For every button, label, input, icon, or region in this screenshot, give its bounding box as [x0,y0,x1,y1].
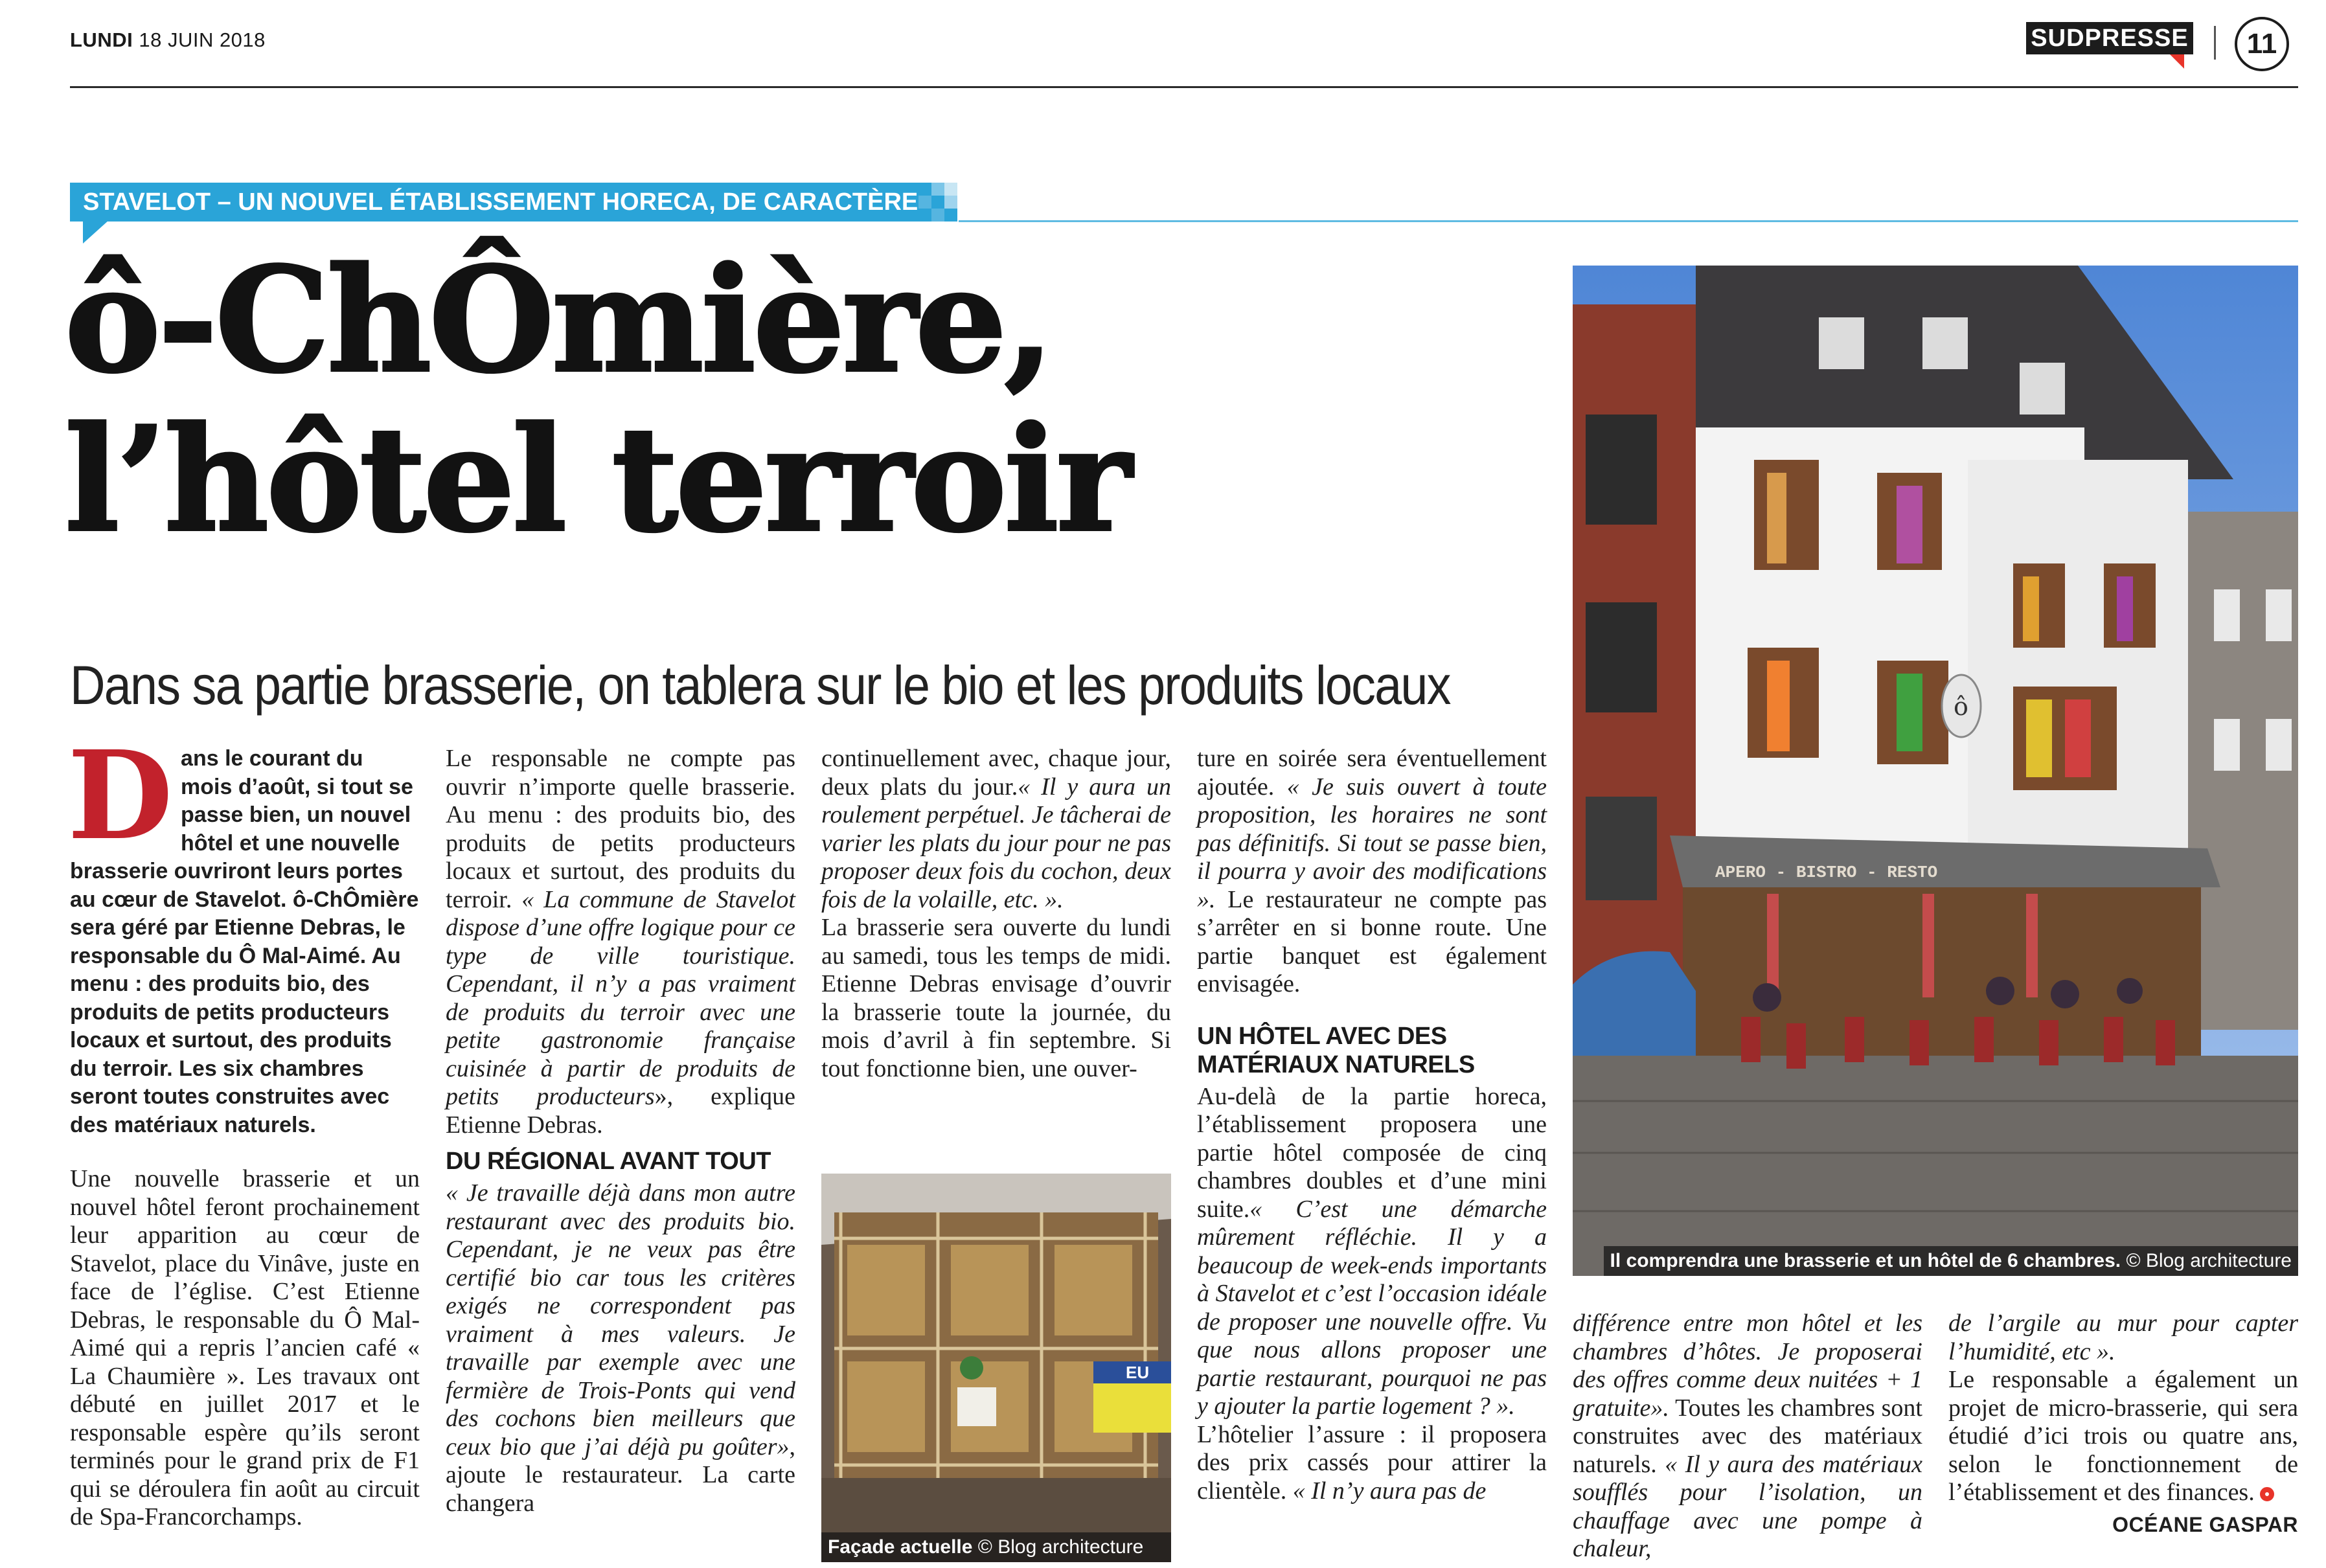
kicker-band [70,183,918,222]
column-1 [67,724,420,1532]
photo-caption-small [821,1532,1171,1562]
column-3 [821,745,1171,1083]
sign-letter: ô [1954,692,1968,721]
headline-line-1: ô-ChÔmière, [65,236,1052,405]
lead-paragraph [67,724,420,1139]
header-rule [70,86,2298,88]
body-paragraph-3 [446,1179,795,1517]
section-heading-regional: DU RÉGIONAL AVANT TOUT [446,1148,771,1175]
text-run: ture en soirée sera éventuellement ajoutée. [1197,745,1547,801]
body-paragraph-2 [446,745,795,1139]
kicker-rule [959,220,2298,222]
caption-credit: © Blog architecture [977,1536,1144,1558]
quote-run: « Je travaille déjà dans mon autre restaurant avec des produits bio. Cependant, je ne veux pas être certifié bio car tous les critères exigés ne correspondent pas vraiment à mes valeurs. Je travaille par exemple avec une fermière de Trois-Ponts qui vend des cochons bien meilleurs que ceux bio que j’ai déjà pu goûter» [446,1179,795,1460]
body-paragraph-8 [1197,1421,1547,1506]
logo-corner-mark [2170,54,2184,69]
column-6 [1948,1310,2298,1539]
body-paragraph-11 [1948,1366,2298,1507]
text-run: Le responsable a également un projet de micro-brasserie, qui sera étudié d’ici trois ou quatre ans, selon le fonctionnement de l’établissement et des finances. [1948,1366,2298,1506]
photo-current-facade [821,1174,1171,1562]
body-paragraph-4 [821,745,1171,914]
subheadline: Dans sa partie brasserie, on tablera sur le bio et les produits locaux [70,655,1450,716]
quote-run: « La commune de Stavelot dispose d’une offre logique pour ce type de ville touristique. Cependant, il n’y a pas vraiment de produits du terroir avec une petite gastronomie française cuisinée à partir de produits de petits producteurs [446,885,795,1110]
quote-run: « Il y aura un roulement perpétuel. Je tâcherai de varier les plats du jour pour ne pas proposer deux fois du cochon, deux fois de la volaille, etc. ». [821,773,1171,913]
quote-run: « Je suis ouvert à toute proposition, les horaires ne sont pas définitifs. Si tout se passe bien, il pourra y avoir des modifications ». [1197,773,1547,913]
headline [65,236,1130,564]
edition-day: LUNDI [70,28,133,51]
logo-text: SUDPRESSE [2031,25,2189,52]
site-banner-text: EU [1126,1363,1150,1382]
quote-run: différence entre mon hôtel et les chambres d’hôtes. Je proposerai des offres comme deux nuitées + 1 gratuite». [1573,1310,1922,1422]
headline-line-2: l’hôtel terroir [65,396,1130,564]
caption-title: Façade actuelle [828,1536,973,1558]
text-run: », explique Etienne Debras. [446,1083,795,1139]
caption-credit: © Blog architecture [2126,1250,2292,1271]
text-run: Toutes les chambres sont construites avec des matériaux naturels. [1573,1394,1922,1478]
body-paragraph-1: Une nouvelle brasserie et un nouvel hôtel feront prochainement leur apparition au cœur de Stavelot, place du Vinâve, juste en face de l’église. C’est Etienne Debras, le responsable du Ô Mal-Aimé qui a repris l’ancien café « La Chaumière ». Les travaux ont débuté en juillet 2017 et le responsable espère qu’ils seront terminés pour le grand prix de F1 qui se déroulera fin août au circuit de Spa-Francorchamps. [70,1165,420,1530]
text-run: Le responsable ne compte pas ouvrir n’importe quelle brasserie. Au menu : des produits bio, des produits de petits producteurs locaux et surtout, des produits du terroir. [446,745,795,913]
column-2 [446,745,795,1517]
edition-date [70,28,266,52]
quote-run: « C’est une démarche mûrement réfléchie. Il y a beaucoup de week-ends importants à Stavelot et c’est l’occasion idéale de proposer une nouvelle offre. Vu que nous allons proposer une partie restaurant, pourquoi ne pas y ajouter la partie logement ? ». [1197,1195,1547,1420]
text-run: Le restaurateur ne compte pas s’arrêter en si bonne route. Une partie banquet est également envisagée. [1197,885,1547,997]
quote-run: « Il n’y aura pas de [1292,1477,1487,1505]
hotel-illustration [1573,266,2298,1276]
author-signature: OCÉANE GASPAR [2112,1512,2298,1536]
text-run: Au-delà de la partie horeca, l’établissement proposera une partie hôtel composée de cinq chambres doubles et d’une mini suite. [1197,1082,1547,1223]
kicker-pixel-fade [918,183,959,222]
drop-cap: D [67,724,174,867]
column-5 [1573,1310,1922,1563]
sudpresse-logo [2026,22,2193,54]
awning-text: APERO - BISTRO - RESTO [1715,863,1938,882]
quote-run: « Il y aura des matériaux soufflés pour l’isolation, un chauffage avec une pompe à chaleur, [1573,1450,1922,1562]
text-run: continuellement avec, chaque jour, deux plats du jour. [821,745,1171,801]
header-separator [2214,26,2216,60]
text-run: , ajoute le restaurateur. La carte changera [446,1433,795,1517]
photo-caption-main [1604,1246,2299,1276]
body-paragraph-6 [1197,745,1547,999]
column-4 [1197,745,1547,1505]
lead-text: ans le courant du mois d’août, si tout se passe bien, un nouvel hôtel et une nouvelle brasserie ouvriront leurs portes au cœur de Stavelot. ô-ChÔmière sera géré par Etienne Debras, le responsable du Ô Mal-Aimé. Au menu : des produits bio, des produits de petits producteurs locaux et surtout, des produits du terroir. Les six chambres seront toutes construites avec des matériaux naturels. [70,746,419,1137]
edition-date-text: 18 JUIN 2018 [139,28,266,51]
body-paragraph-5: La brasserie sera ouverte du lundi au samedi, tous les temps de midi. Etienne Debras envisage d’ouvrir la brasserie toute la journée, du mois d’avril à fin septembre. Si tout fonctionne bien, une ouver- [821,914,1171,1082]
body-paragraph-10 [1948,1310,2298,1366]
body-paragraph-7 [1197,1083,1547,1421]
end-of-article-icon [2260,1487,2274,1501]
text-run: L’hôtelier l’assure : il proposera des prix cassés pour attirer la clientèle. [1197,1420,1547,1505]
facade-illustration [821,1174,1171,1562]
body-paragraph-9 [1573,1310,1922,1563]
caption-title: Il comprendra une brasserie et un hôtel de 6 chambres. [1610,1250,2121,1271]
section-heading-materials: UN HÔTEL AVEC DES MATÉRIAUX NATURELS [1197,1022,1475,1078]
kicker-text: STAVELOT – UN NOUVEL ÉTABLISSEMENT HORECA, DE CARACTÈRE [83,188,918,216]
quote-run: de l’argile au mur pour capter l’humidité, etc ». [1948,1310,2298,1365]
photo-hotel-rendering [1573,266,2298,1276]
page-number: 11 [2235,17,2289,71]
